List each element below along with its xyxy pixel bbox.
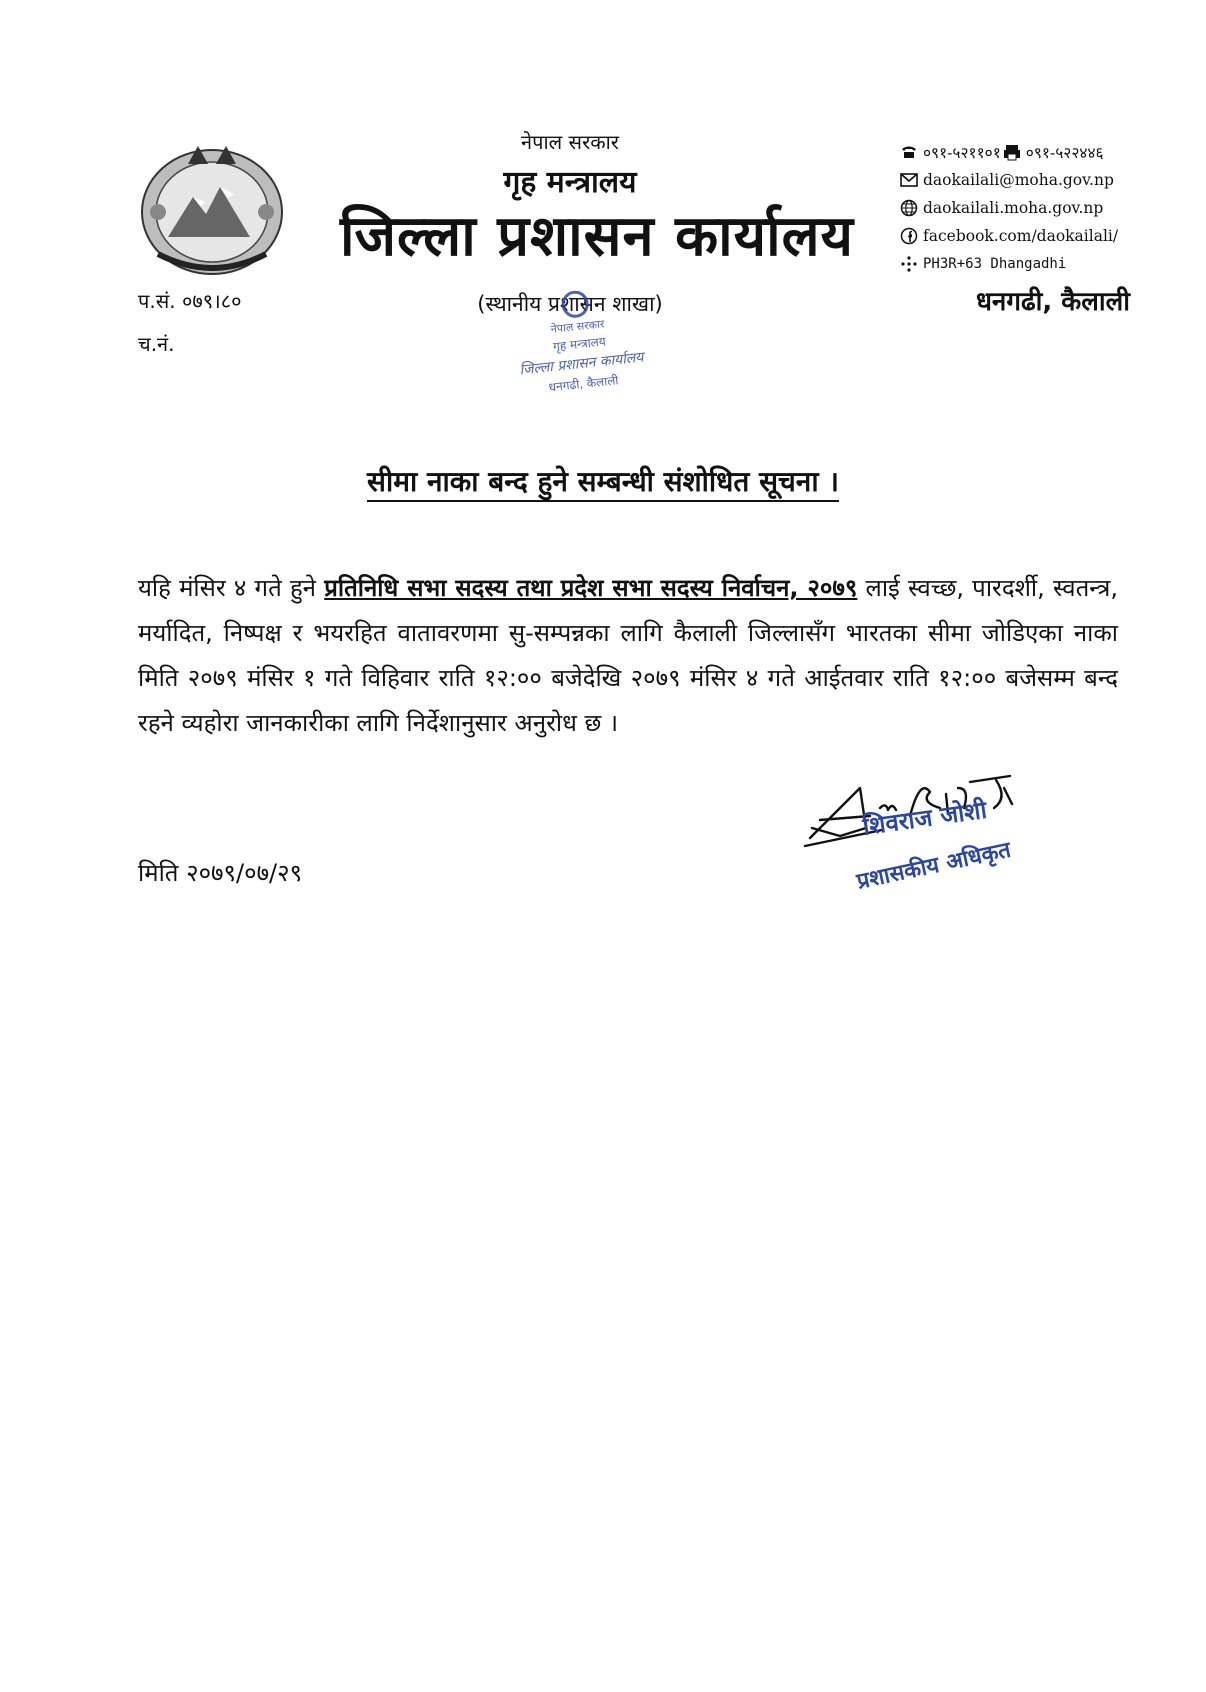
nepal-government-emblem [138,142,286,280]
facebook-link[interactable]: facebook.com/daokailali/ [923,227,1119,245]
stamp-line-1: नेपाल सरकार [550,317,606,336]
office-address: धनगढी, कैलाली [975,287,1130,317]
office-stamp [490,290,670,410]
website-link[interactable]: daokailali.moha.gov.np [923,199,1104,217]
envelope-icon [900,171,918,189]
stamp-line-4: धनगढी, कैलाली [548,373,620,395]
contact-block [900,138,1140,278]
plus-code: PH3R+63 Dhangadhi [923,256,1067,272]
signatory-title: प्रशासकीय अधिकृत [854,837,1014,895]
email-link[interactable]: daokailali@moha.gov.np [923,171,1114,189]
signature [800,758,1100,918]
government-name: नेपाल सरकार [521,130,619,154]
facebook-row [900,222,1140,250]
phone-icon [900,143,918,161]
office-name: जिल्ला प्रशासन कार्यालय [339,204,855,269]
email-row [900,166,1140,194]
phone-number: ०९१-५२११०१ [923,144,1001,162]
body-text-start: यहि मंसिर ४ गते हुने [138,574,325,602]
section-name: (स्थानीय प्रशासन शाखा) [477,292,663,316]
globe-icon [900,199,918,217]
notice-date: मिति २०७९/०७/२९ [138,859,303,887]
facebook-icon [900,227,918,245]
notice-title-text: सीमा नाका बन्द हुने सम्बन्धी संशोधित सूचना । [367,465,839,502]
stamp-line-2: गृह मन्त्रालय [552,334,607,354]
election-name: प्रतिनिधि सभा सदस्य तथा प्रदेश सभा सदस्य निर्वाचन, २०७९ [324,574,858,602]
dispatch-number: च.नं. [138,332,175,356]
body-text-rest: लाई स्वच्छ, पारदर्शी, स्वतन्त्र, मर्यादित, निष्पक्ष र भयरहित वातावरणमा सु-सम्पन्नका लागि कैलाली जिल्लासँग भारतका सीमा जोडिएका नाका मिति २०७९ मंसिर १ गते विहिवार राति १२:०० बजेदेखि २०७९ मंसिर ४ गते आईतवार राति १२:०० बजेसम्म बन्द रहने व्यहोरा जानकारीका लागि निर्देशानुसार अनुरोध छ । [138,574,1118,737]
plus-code-row [900,250,1140,278]
website-row [900,194,1140,222]
notice-title [0,462,1206,500]
fax-number: ०९१-५२२४४६ [1025,144,1104,162]
signatory-name: शिवराज जोशी [861,795,989,841]
phone-fax-row [900,138,1140,166]
fax-icon [1003,143,1021,161]
ministry-name: गृह मन्त्रालय [503,165,637,200]
notice-body [138,566,1118,746]
plus-code-icon [900,255,918,273]
reference-number: प.सं. ०७९।८० [138,289,242,313]
stamp-line-3: जिल्ला प्रशासन कार्यालय [518,349,645,379]
